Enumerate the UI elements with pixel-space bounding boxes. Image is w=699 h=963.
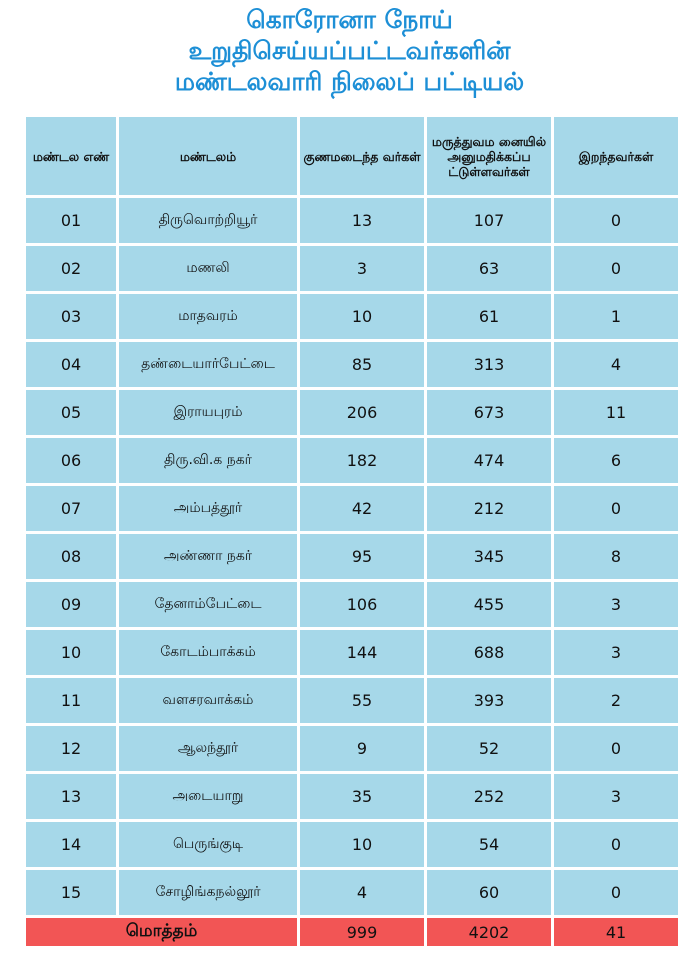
total-label: மொத்தம் <box>26 918 297 946</box>
zone-number-cell: 10 <box>26 630 116 675</box>
zone-name-cell: இராயபுரம் <box>119 390 297 435</box>
header-zone: மண்டலம் <box>119 117 297 195</box>
zone-name-cell: மணலி <box>119 246 297 291</box>
deaths-cell: 2 <box>554 678 678 723</box>
header-row <box>26 117 678 195</box>
hospitalized-cell: 313 <box>427 342 551 387</box>
zone-number-cell: 05 <box>26 390 116 435</box>
recovered-cell: 35 <box>300 774 424 819</box>
total-recovered: 999 <box>300 918 424 946</box>
hospitalized-cell: 61 <box>427 294 551 339</box>
deaths-cell: 11 <box>554 390 678 435</box>
zone-status-table <box>23 114 681 949</box>
recovered-cell: 182 <box>300 438 424 483</box>
deaths-cell: 6 <box>554 438 678 483</box>
zone-number-cell: 07 <box>26 486 116 531</box>
zone-name-cell: அண்ணா நகர் <box>119 534 297 579</box>
zone-number-cell: 09 <box>26 582 116 627</box>
recovered-cell: 55 <box>300 678 424 723</box>
zone-number-cell: 06 <box>26 438 116 483</box>
zone-name-cell: தேனாம்பேட்டை <box>119 582 297 627</box>
deaths-cell: 0 <box>554 870 678 915</box>
recovered-cell: 13 <box>300 198 424 243</box>
hospitalized-cell: 54 <box>427 822 551 867</box>
recovered-cell: 95 <box>300 534 424 579</box>
header-deaths: இறந்தவர்கள் <box>554 117 678 195</box>
table-row <box>26 342 678 387</box>
hospitalized-cell: 393 <box>427 678 551 723</box>
recovered-cell: 4 <box>300 870 424 915</box>
hospitalized-cell: 345 <box>427 534 551 579</box>
table-row <box>26 294 678 339</box>
zone-number-cell: 02 <box>26 246 116 291</box>
zone-name-cell: பெருங்குடி <box>119 822 297 867</box>
deaths-cell: 1 <box>554 294 678 339</box>
zone-name-cell: மாதவரம் <box>119 294 297 339</box>
deaths-cell: 0 <box>554 198 678 243</box>
total-hospitalized: 4202 <box>427 918 551 946</box>
zone-number-cell: 13 <box>26 774 116 819</box>
hospitalized-cell: 673 <box>427 390 551 435</box>
recovered-cell: 3 <box>300 246 424 291</box>
recovered-cell: 144 <box>300 630 424 675</box>
table-row <box>26 582 678 627</box>
zone-number-cell: 03 <box>26 294 116 339</box>
recovered-cell: 106 <box>300 582 424 627</box>
deaths-cell: 0 <box>554 822 678 867</box>
table-row <box>26 534 678 579</box>
table-row <box>26 390 678 435</box>
recovered-cell: 10 <box>300 822 424 867</box>
deaths-cell: 4 <box>554 342 678 387</box>
zone-name-cell: கோடம்பாக்கம் <box>119 630 297 675</box>
recovered-cell: 9 <box>300 726 424 771</box>
table-row <box>26 486 678 531</box>
deaths-cell: 0 <box>554 246 678 291</box>
zone-number-cell: 08 <box>26 534 116 579</box>
zone-name-cell: திரு.வி.க நகர் <box>119 438 297 483</box>
zone-name-cell: சோழிங்கநல்லூர் <box>119 870 297 915</box>
deaths-cell: 3 <box>554 582 678 627</box>
zone-number-cell: 15 <box>26 870 116 915</box>
deaths-cell: 3 <box>554 774 678 819</box>
title-line-1: கொரோனா நோய் <box>246 5 453 34</box>
table-row <box>26 438 678 483</box>
zone-number-cell: 04 <box>26 342 116 387</box>
table-row <box>26 822 678 867</box>
table-row <box>26 726 678 771</box>
table-row <box>26 630 678 675</box>
recovered-cell: 206 <box>300 390 424 435</box>
hospitalized-cell: 252 <box>427 774 551 819</box>
title-line-3: மண்டலவாரி நிலைப் பட்டியல் <box>174 67 525 96</box>
zone-name-cell: வளசரவாக்கம் <box>119 678 297 723</box>
hospitalized-cell: 688 <box>427 630 551 675</box>
table-row <box>26 774 678 819</box>
header-zone-no: மண்டல எண் <box>26 117 116 195</box>
table-row <box>26 198 678 243</box>
deaths-cell: 8 <box>554 534 678 579</box>
hospitalized-cell: 212 <box>427 486 551 531</box>
table-row <box>26 678 678 723</box>
zone-name-cell: திருவொற்றியூர் <box>119 198 297 243</box>
table-row <box>26 870 678 915</box>
total-row <box>26 918 678 946</box>
recovered-cell: 85 <box>300 342 424 387</box>
hospitalized-cell: 52 <box>427 726 551 771</box>
hospitalized-cell: 60 <box>427 870 551 915</box>
title-line-2: உறுதிசெய்யப்பட்டவர்களின் <box>188 36 511 65</box>
table-row <box>26 246 678 291</box>
page-title <box>0 4 699 97</box>
header-recovered: குணமடைந்த வர்கள் <box>300 117 424 195</box>
zone-name-cell: அம்பத்தூர் <box>119 486 297 531</box>
zone-name-cell: தண்டையார்பேட்டை <box>119 342 297 387</box>
zone-number-cell: 01 <box>26 198 116 243</box>
recovered-cell: 42 <box>300 486 424 531</box>
zone-name-cell: ஆலந்தூர் <box>119 726 297 771</box>
zone-number-cell: 14 <box>26 822 116 867</box>
hospitalized-cell: 455 <box>427 582 551 627</box>
header-hospitalized: மருத்துவம னையில் அனுமதிக்கப்ப ட்டுள்ளவர்கள் <box>427 117 551 195</box>
deaths-cell: 3 <box>554 630 678 675</box>
zone-name-cell: அடையாறு <box>119 774 297 819</box>
total-deaths: 41 <box>554 918 678 946</box>
recovered-cell: 10 <box>300 294 424 339</box>
deaths-cell: 0 <box>554 486 678 531</box>
hospitalized-cell: 107 <box>427 198 551 243</box>
zone-number-cell: 11 <box>26 678 116 723</box>
zone-number-cell: 12 <box>26 726 116 771</box>
hospitalized-cell: 474 <box>427 438 551 483</box>
deaths-cell: 0 <box>554 726 678 771</box>
hospitalized-cell: 63 <box>427 246 551 291</box>
